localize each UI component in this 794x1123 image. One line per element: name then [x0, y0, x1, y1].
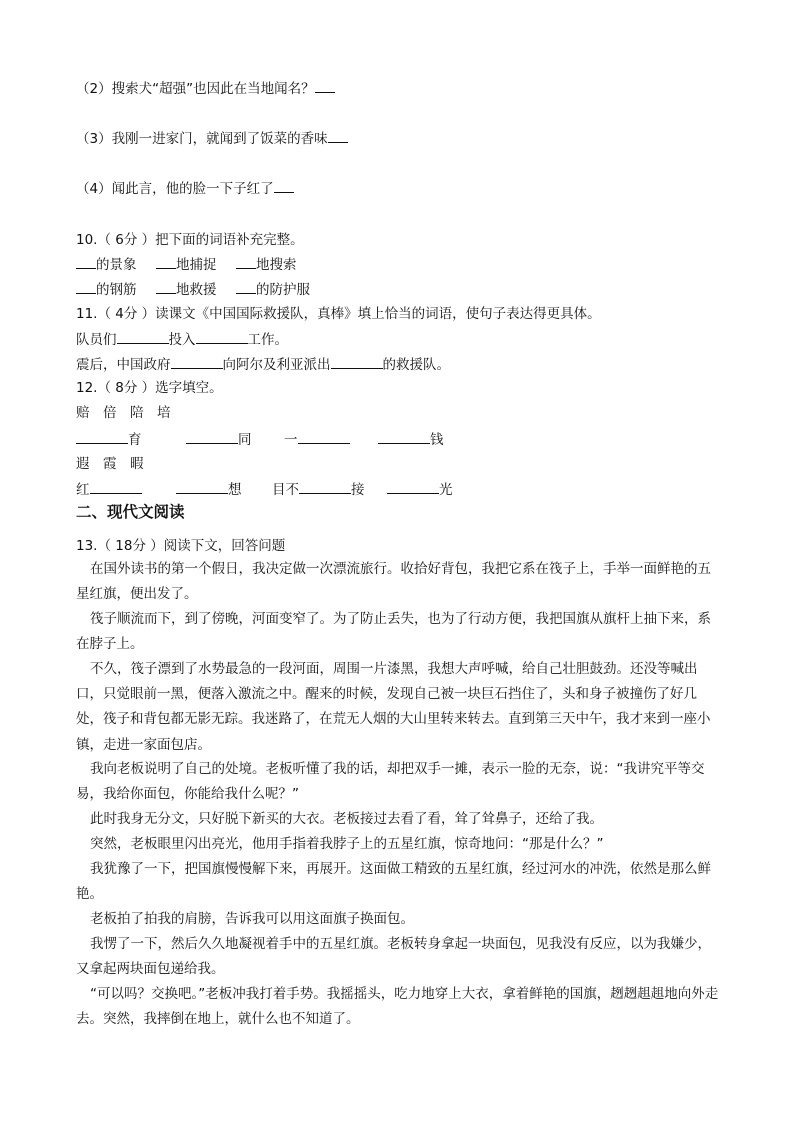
- reading-paragraph: 在国外读书的第一个假日，我决定做一次漂流旅行。收拾好背包，我把它系在筏子上，手举一面鲜艳的五星红旗，便出发了。: [76, 561, 711, 603]
- q12-row-2: 红 想 目不 接 光: [76, 479, 536, 499]
- reading-paragraph: 突然，老板眼里闪出亮光，他用手指着我脖子上的五星红旗，惊奇地问：“那是什么？”: [90, 836, 604, 852]
- answer-blank[interactable]: [328, 128, 348, 143]
- answer-blank[interactable]: [76, 254, 96, 269]
- answer-blank[interactable]: [186, 429, 238, 444]
- q10-header: 10.（ 6分 ）把下面的词语补充完整。: [76, 232, 304, 248]
- reading-paragraph: 此时我身无分文，只好脱下新买的大衣。老板接过去看了看，耸了耸鼻子，还给了我。: [90, 811, 603, 827]
- answer-blank[interactable]: [76, 279, 96, 294]
- q9-item-3: （3）我刚一进家门，就闻到了饭菜的香味: [76, 128, 348, 149]
- q9-item-2: （2）搜索犬“超强”也因此在当地闻名？: [76, 78, 335, 99]
- answer-blank[interactable]: [176, 479, 228, 494]
- section-heading: 二、现代文阅读: [76, 503, 185, 521]
- q12-char-set-2: 遐 霞 暇: [76, 456, 144, 472]
- answer-blank[interactable]: [378, 429, 430, 444]
- reading-paragraph: “可以吗？交换吧。”老板冲我打着手势。我摇摇头，吃力地穿上大衣，拿着鲜艳的国旗，趔趔趄趄地向外走去。突然，我摔倒在地上，就什么也不知道了。: [76, 986, 719, 1028]
- reading-paragraph: 我向老板说明了自己的处境。老板听懂了我的话，却把双手一摊，表示一脸的无奈，说：“我讲究平等交易，我给你面包，你能给我什么呢？”: [76, 761, 705, 803]
- q10-row-1: 的景象 地捕捉 地搜索: [76, 254, 376, 274]
- answer-blank[interactable]: [298, 429, 350, 444]
- answer-blank[interactable]: [299, 479, 351, 494]
- answer-blank[interactable]: [156, 279, 176, 294]
- reading-paragraph: 我愣了一下，然后久久地凝视着手中的五星红旗。老板转身拿起一块面包，见我没有反应，以为我嫌少，又拿起两块面包递给我。: [76, 936, 711, 978]
- q11-sentence-1: 队员们 投入 工作。: [76, 329, 288, 350]
- q12-header: 12.（ 8分 ）选字填空。: [76, 380, 223, 396]
- answer-blank[interactable]: [117, 329, 169, 344]
- q11-sentence-2: 震后，中国政府 向阿尔及利亚派出 的救援队。: [76, 354, 450, 375]
- answer-blank[interactable]: [171, 354, 223, 369]
- answer-blank[interactable]: [236, 279, 256, 294]
- answer-blank[interactable]: [236, 254, 256, 269]
- answer-blank[interactable]: [156, 254, 176, 269]
- q13-header: 13.（ 18分 ）阅读下文，回答问题: [76, 538, 286, 554]
- q10-row-2: 的钢筋 地救援 的防护服: [76, 279, 376, 299]
- answer-blank[interactable]: [274, 178, 294, 193]
- answer-blank[interactable]: [76, 429, 128, 444]
- reading-paragraph: 筏子顺流而下，到了傍晚，河面变窄了。为了防止丢失，也为了行动方便，我把国旗从旗杆上抽下来，系在脖子上。: [76, 611, 711, 653]
- reading-paragraph: 老板拍了拍我的肩膀，告诉我可以用这面旗子换面包。: [90, 911, 414, 927]
- answer-blank[interactable]: [315, 78, 335, 93]
- reading-paragraph: 不久，筏子漂到了水势最急的一段河面，周围一片漆黑，我想大声呼喊，给自己壮胆鼓劲。还没等喊出口，只觉眼前一黑，便落入激流之中。醒来的时候，发现自己被一块巨石挡住了，头和身子被撞伤了好几处，筏子和背包都无影无踪。我迷路了，在荒无人烟的大山里转来转去。直到第三天中午，我才来到一座小镇，走进一家面包店。: [76, 661, 711, 753]
- q12-row-1: 育 同 一 钱: [76, 429, 536, 449]
- answer-blank[interactable]: [387, 479, 439, 494]
- q12-char-set-1: 赔 倍 陪 培: [76, 405, 171, 421]
- answer-blank[interactable]: [196, 329, 248, 344]
- q9-item-4: （4）闻此言，他的脸一下子红了: [76, 178, 294, 199]
- answer-blank[interactable]: [331, 354, 383, 369]
- reading-paragraph: 我犹豫了一下，把国旗慢慢解下来，再展开。这面做工精致的五星红旗，经过河水的冲洗，依然是那么鲜艳。: [76, 861, 711, 903]
- q11-header: 11.（ 4分 ）读课文《中国国际救援队，真棒》填上恰当的词语，使句子表达得更具体。: [76, 306, 601, 322]
- answer-blank[interactable]: [90, 479, 142, 494]
